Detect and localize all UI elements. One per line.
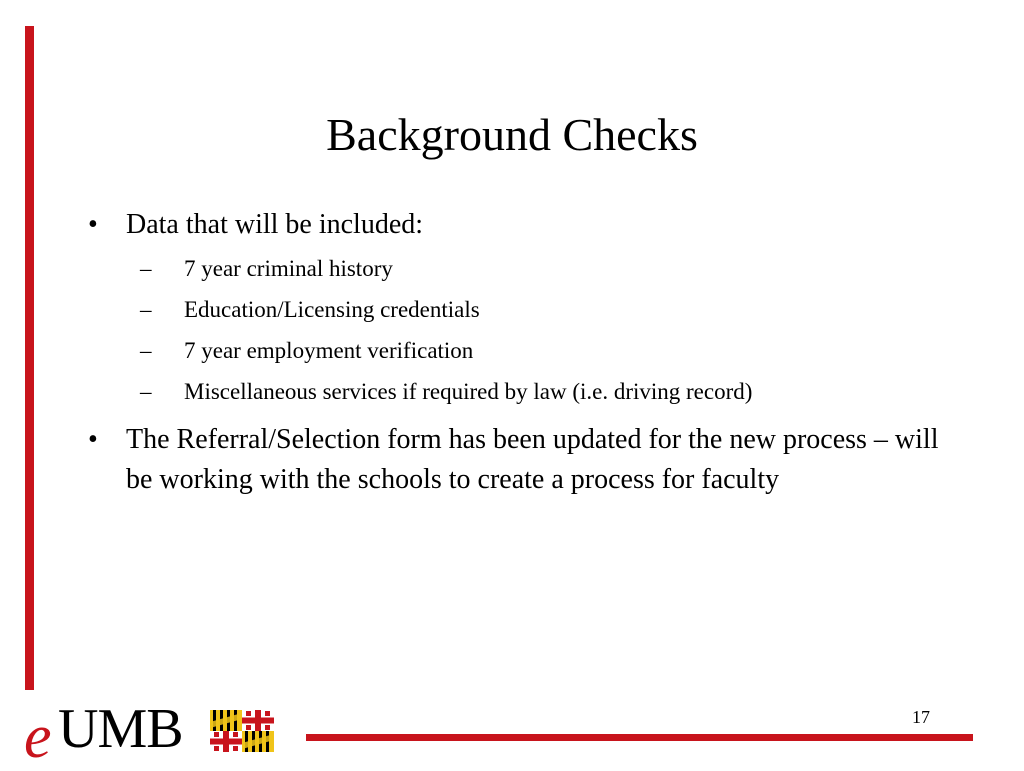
sub-item-text: 7 year criminal history	[184, 256, 393, 281]
sub-marker: –	[140, 297, 152, 322]
sub-item-text: Education/Licensing credentials	[184, 297, 480, 322]
sub-item	[88, 289, 948, 330]
bullet-item	[88, 420, 948, 500]
page-number: 17	[912, 707, 930, 727]
sub-marker: –	[140, 256, 152, 281]
sub-marker: –	[140, 338, 152, 363]
maryland-flag-icon	[210, 710, 274, 752]
sub-marker: –	[140, 379, 152, 404]
slide-content	[88, 205, 948, 500]
logo-umb-text: UMB	[58, 698, 183, 760]
bullet-marker: •	[88, 209, 98, 240]
bullet-item	[88, 205, 948, 245]
sub-list	[88, 248, 948, 412]
logo-e-letter: e	[24, 703, 52, 771]
slide-title: Background Checks	[326, 109, 698, 160]
sub-item	[88, 371, 948, 412]
bullet-marker: •	[88, 424, 98, 455]
bottom-accent-bar	[306, 734, 973, 741]
eumb-logo	[22, 692, 282, 771]
sub-item-text: Miscellaneous services if required by law (i.e. driving record)	[184, 379, 753, 404]
sub-item	[88, 330, 948, 371]
bullet-text: The Referral/Selection form has been updated for the new process – will be working with the schools to create a process for faculty	[126, 424, 939, 495]
bullet-text: Data that will be included:	[126, 209, 424, 240]
sub-item	[88, 248, 948, 289]
sub-item-text: 7 year employment verification	[184, 338, 474, 363]
